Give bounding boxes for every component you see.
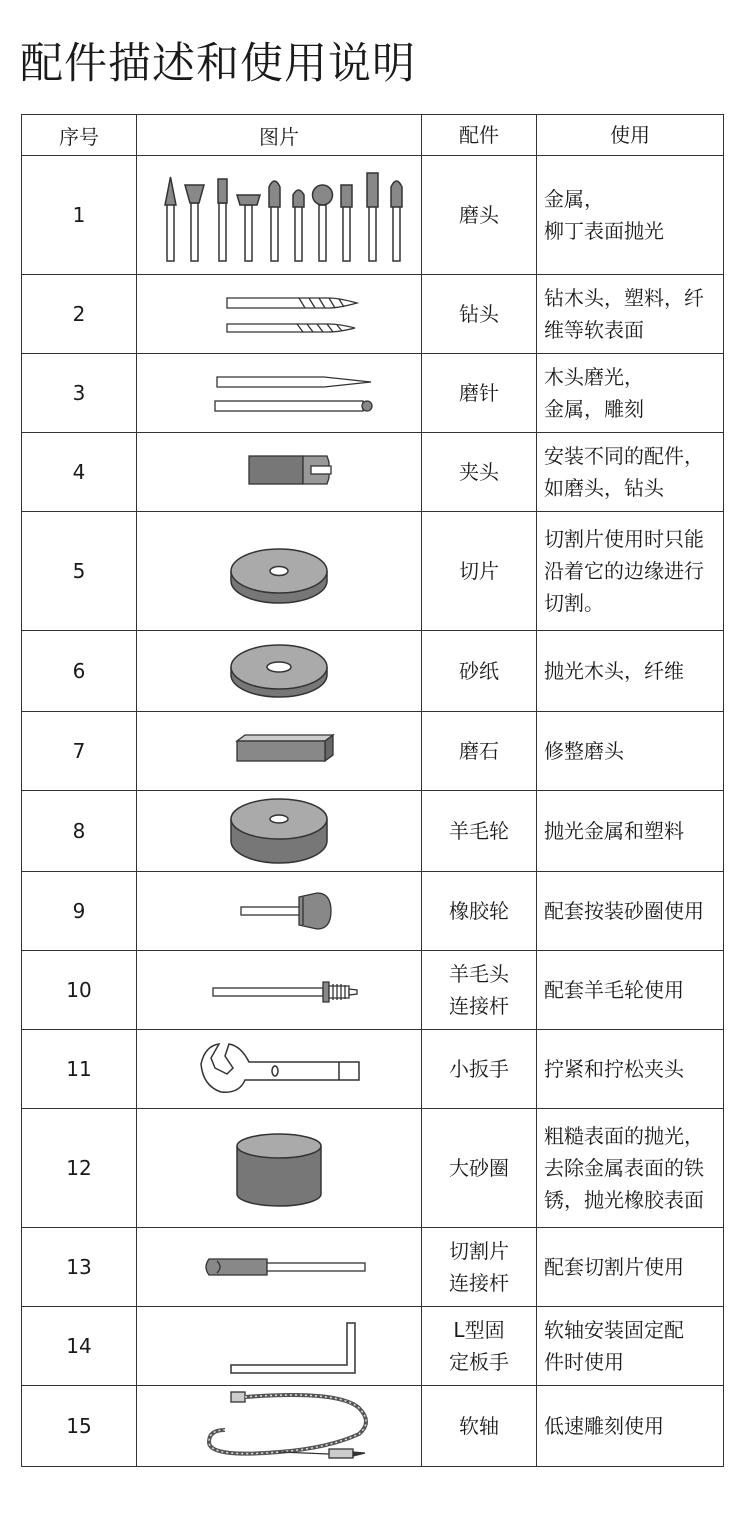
row-picture (137, 1228, 422, 1307)
row-number: 15 (22, 1386, 137, 1467)
row-number: 12 (22, 1109, 137, 1228)
table-row (22, 433, 724, 512)
row-usage (537, 1109, 724, 1228)
l-wrench-icon (179, 1311, 379, 1381)
usage-line: 锈，抛光橡胶表面 (544, 1188, 704, 1212)
row-accessory (422, 275, 537, 354)
table-row (22, 156, 724, 275)
accessory-name-line: 大砂圈 (449, 1156, 509, 1180)
grinding-bits-icon (149, 165, 409, 265)
row-number: 7 (22, 712, 137, 791)
usage-line: 去除金属表面的铁 (544, 1156, 704, 1180)
row-number: 10 (22, 951, 137, 1030)
row-number: 2 (22, 275, 137, 354)
usage-line: 如磨头，钻头 (544, 476, 664, 500)
usage-line: 沿着它的边缘进行 (544, 559, 704, 583)
row-accessory (422, 433, 537, 512)
row-usage (537, 712, 724, 791)
row-accessory (422, 1030, 537, 1109)
table-row (22, 1109, 724, 1228)
row-number: 8 (22, 791, 137, 872)
row-accessory (422, 1109, 537, 1228)
row-number: 3 (22, 354, 137, 433)
row-picture (137, 712, 422, 791)
row-number: 9 (22, 872, 137, 951)
row-picture (137, 433, 422, 512)
usage-line: 抛光木头，纤维 (544, 659, 684, 683)
table-row (22, 1386, 724, 1467)
row-number: 5 (22, 512, 137, 631)
row-usage (537, 631, 724, 712)
sanding-disc-icon (179, 631, 379, 711)
row-usage (537, 791, 724, 872)
accessory-name-line: 切割片 (449, 1239, 509, 1263)
accessory-name-line: 夹头 (459, 460, 499, 484)
usage-line: 粗糙表面的抛光， (544, 1124, 704, 1148)
row-number: 4 (22, 433, 137, 512)
row-accessory (422, 1307, 537, 1386)
wool-wheel-icon (179, 791, 379, 871)
usage-line: 金属，雕刻 (544, 397, 644, 421)
row-picture (137, 1030, 422, 1109)
row-picture (137, 354, 422, 433)
table-row (22, 1228, 724, 1307)
table-header-row (22, 115, 724, 156)
row-usage (537, 512, 724, 631)
accessory-name-line: 橡胶轮 (449, 899, 509, 923)
accessory-name-line: 磨石 (459, 739, 499, 763)
row-picture (137, 512, 422, 631)
cutting-disc-icon (179, 521, 379, 621)
row-picture (137, 1386, 422, 1467)
row-accessory (422, 1228, 537, 1307)
usage-line: 件时使用 (544, 1350, 624, 1374)
wrench-icon (179, 1034, 379, 1104)
engraving-needles-icon (179, 363, 379, 423)
usage-line: 配套切割片使用 (544, 1255, 684, 1279)
row-usage (537, 156, 724, 275)
usage-line: 安装不同的配件， (544, 444, 704, 468)
row-accessory (422, 712, 537, 791)
accessory-name-line: 软轴 (459, 1414, 499, 1438)
table-row (22, 1307, 724, 1386)
flex-shaft-icon (179, 1386, 379, 1466)
usage-line: 拧紧和拧松夹头 (544, 1057, 684, 1081)
usage-line: 木头磨光， (544, 365, 644, 389)
table-row (22, 354, 724, 433)
table-row (22, 631, 724, 712)
row-number: 14 (22, 1307, 137, 1386)
accessory-name-line: 切片 (459, 559, 499, 583)
row-picture (137, 791, 422, 872)
row-accessory (422, 631, 537, 712)
row-picture (137, 156, 422, 275)
accessory-name-line: 羊毛头 (449, 962, 509, 986)
row-usage (537, 275, 724, 354)
row-accessory (422, 951, 537, 1030)
table-row (22, 1030, 724, 1109)
accessory-name-line: 连接杆 (449, 1271, 509, 1295)
drill-bits-icon (179, 284, 379, 344)
row-accessory (422, 791, 537, 872)
header-accessory: 配件 (422, 115, 537, 156)
usage-line: 柳丁表面抛光 (544, 219, 664, 243)
whetstone-icon (179, 721, 379, 781)
wool-mandrel-icon (179, 960, 379, 1020)
row-picture (137, 872, 422, 951)
usage-line: 金属， (544, 187, 604, 211)
row-picture (137, 951, 422, 1030)
page-title: 配件描述和使用说明 (20, 39, 416, 89)
table-row (22, 791, 724, 872)
row-number: 6 (22, 631, 137, 712)
accessory-name-line: 磨头 (459, 203, 499, 227)
table-row (22, 512, 724, 631)
collet-icon (179, 442, 379, 502)
accessory-name-line: 连接杆 (449, 994, 509, 1018)
table-row (22, 275, 724, 354)
usage-line: 钻木头，塑料，纤 (544, 286, 704, 310)
usage-line: 切割片使用时只能 (544, 527, 704, 551)
row-number: 1 (22, 156, 137, 275)
usage-line: 配套按装砂圈使用 (544, 899, 704, 923)
sanding-band-icon (179, 1118, 379, 1218)
table-row (22, 951, 724, 1030)
table-row (22, 872, 724, 951)
row-usage (537, 1030, 724, 1109)
usage-line: 抛光金属和塑料 (544, 819, 684, 843)
row-usage (537, 951, 724, 1030)
usage-line: 配套羊毛轮使用 (544, 978, 684, 1002)
row-usage (537, 433, 724, 512)
row-usage (537, 354, 724, 433)
accessory-name-line: 磨针 (459, 381, 499, 405)
accessory-name-line: 定板手 (449, 1350, 509, 1374)
row-number: 11 (22, 1030, 137, 1109)
header-picture: 图片 (137, 115, 422, 156)
usage-line: 低速雕刻使用 (544, 1414, 664, 1438)
row-usage (537, 872, 724, 951)
accessory-name-line: 小扳手 (449, 1057, 509, 1081)
accessory-name-line: 羊毛轮 (449, 819, 509, 843)
row-usage (537, 1307, 724, 1386)
row-accessory (422, 512, 537, 631)
accessory-name-line: 砂纸 (459, 659, 499, 683)
row-accessory (422, 354, 537, 433)
accessory-name-line: L型固 (453, 1318, 505, 1342)
row-picture (137, 1109, 422, 1228)
usage-line: 软轴安装固定配 (544, 1318, 684, 1342)
usage-line: 维等软表面 (544, 318, 644, 342)
row-accessory (422, 872, 537, 951)
cutting-mandrel-icon (179, 1237, 379, 1297)
usage-line: 切割。 (544, 591, 604, 615)
row-usage (537, 1386, 724, 1467)
row-picture (137, 1307, 422, 1386)
row-accessory (422, 1386, 537, 1467)
header-usage: 使用 (537, 115, 724, 156)
header-number: 序号 (22, 115, 137, 156)
row-number: 13 (22, 1228, 137, 1307)
usage-line: 修整磨头 (544, 739, 624, 763)
accessories-table (21, 114, 724, 1467)
table-row (22, 712, 724, 791)
row-usage (537, 1228, 724, 1307)
row-picture (137, 275, 422, 354)
row-accessory (422, 156, 537, 275)
row-picture (137, 631, 422, 712)
rubber-wheel-icon (179, 881, 379, 941)
accessory-name-line: 钻头 (459, 302, 499, 326)
